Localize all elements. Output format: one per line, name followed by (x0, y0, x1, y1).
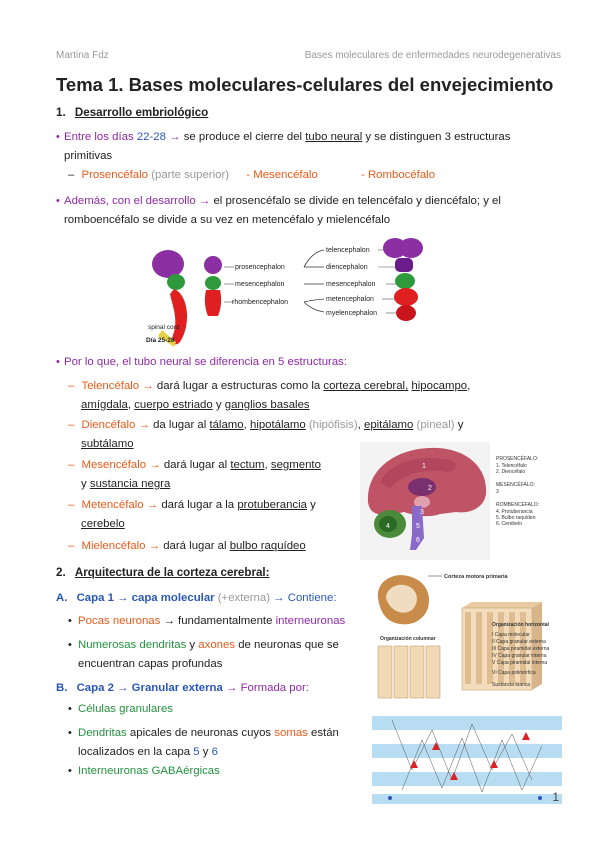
capa-1-heading (56, 589, 337, 608)
arrow-glyph: → (222, 682, 241, 694)
term-talamo: tálamo (209, 419, 244, 431)
term-cerebelo: cerebelo (81, 518, 125, 530)
bullet-dot: • (68, 727, 72, 739)
layer-label: I Capa molecular (492, 632, 530, 638)
term-diencefalo: Diencéfalo (81, 419, 136, 431)
text-fragment: y (186, 639, 199, 651)
text-fragment: el prosencéfalo se divide en telencéfalo y diencéfalo; y el (213, 195, 501, 207)
text-fragment: encuentran capas profundas (78, 658, 223, 670)
legend-mes-title: MESENCÉFALO: (496, 482, 535, 488)
capa2-interneuronas (78, 762, 220, 781)
text-fragment: Entre los días (64, 131, 137, 143)
marker-6: 6 (416, 537, 420, 544)
section-number: 1. (56, 106, 66, 119)
list-letter: A. (56, 592, 68, 604)
text-fragment: dará lugar a la (161, 499, 238, 511)
layer-label: II Capa granular externa (492, 639, 546, 645)
label-prosencephalon: prosencephalon (235, 264, 285, 271)
item-diencefalo: – Diencéfalo → da lugar al tálamo, hipotálamo (hipófisis), epitálamo (pineal) y subtálamo (68, 419, 464, 450)
text-fragment: dará lugar a estructuras como la (156, 380, 324, 392)
section-title: Arquitectura de la corteza cerebral: (74, 566, 270, 579)
page-title: Tema 1. Bases moleculares-celulares del envejecimiento (56, 74, 554, 95)
prosencephalon-blob (152, 250, 184, 278)
bullet-dot: • (68, 703, 72, 715)
term-corteza: corteza cerebral, (323, 380, 409, 392)
label-columnar: Organización columnar (380, 636, 436, 642)
mid-prosencephalon (204, 256, 222, 274)
mesencephalon-blob (167, 274, 185, 290)
capa-1-title: Capa 1 → capa molecular (76, 592, 215, 604)
term-axones: axones (198, 639, 236, 651)
text-fragment: Además, con el desarrollo (64, 195, 196, 207)
section-number: 2. (56, 566, 66, 579)
term-protuberancia: protuberancia (237, 499, 307, 511)
term-mesencefalo: Mesencéfalo (253, 169, 318, 181)
label-days: Día 25-28 (146, 337, 175, 344)
right-telencephalon-right (399, 238, 423, 258)
term-cuerpo-estriado: cuerpo estriado (134, 399, 213, 411)
item-metencefalo: – Metencéfalo → dará lugar a la protuberancia y cerebelo (68, 499, 316, 530)
section-1-heading (56, 103, 208, 122)
primitive-structures-line: – Prosencéfalo (parte superior) - Mesencéfalo - Rombocéfalo (68, 169, 436, 181)
item-telencefalo: – Telencéfalo → dará lugar a estructuras como la corteza cerebral, hipocampo, amígdala, cuerpo estriado y ganglios basales (68, 380, 471, 411)
cortex-architecture-figure (372, 568, 562, 708)
mid-mesencephalon (205, 276, 221, 290)
text-fragment: de neuronas que se (235, 639, 339, 651)
text-fragment: se produce el cierre del (183, 131, 306, 143)
term-prosencefalo: Prosencéfalo (81, 169, 149, 181)
label-mesencephalon-r: mesencephalon (326, 281, 376, 288)
section-title: Desarrollo embriológico (74, 106, 209, 119)
label-sustancia-blanca: Sustancia blanca (492, 682, 531, 688)
bullet-dot: • (56, 195, 60, 207)
term-subtalamo: subtálamo (81, 438, 134, 450)
term-sustancia-negra: sustancia negra (89, 478, 171, 490)
cortex-neurons-figure (372, 710, 562, 806)
text-fragment: y (454, 419, 464, 431)
text-formada-por: Formada por: (240, 682, 309, 694)
text-fragment: dará lugar al (163, 540, 230, 552)
legend-item: 6. Cerebelo (496, 521, 522, 527)
label-corteza-motora: Corteza motora primaria (444, 574, 508, 580)
text-fragment: y (306, 499, 316, 511)
layer-6: 6 (211, 746, 218, 758)
header-author: Martina Fdz (56, 50, 109, 61)
marker-2: 2 (428, 485, 432, 492)
marker-1: 1 (422, 463, 426, 470)
item-mesencefalo: – Mesencéfalo → dará lugar al tectum, segmento y sustancia negra (68, 459, 321, 490)
term-interneuronas: interneuronas (275, 615, 346, 627)
right-diencephalon (395, 258, 413, 272)
term-mesencefalo-item: Mesencéfalo (81, 459, 147, 471)
text-contiene: Contiene: (287, 592, 337, 604)
bullet-5-estructuras: Por lo que, el tubo neural se diferencia en 5 estructuras: (64, 356, 348, 368)
marker-4: 4 (386, 523, 390, 530)
term-rombocefalo: Rombocéfalo (367, 169, 436, 181)
bullet-division (64, 192, 501, 230)
term-dendritas: Dendritas (78, 727, 127, 739)
term-mielencefalo: Mielencéfalo (81, 540, 146, 552)
label-spinal-cord: spinal cord (148, 324, 180, 331)
note-externa: (+externa) (217, 592, 270, 604)
text-fragment: están (307, 727, 339, 739)
label-telencephalon: telencephalon (326, 247, 370, 254)
right-mesencephalon (395, 273, 415, 289)
text-fragment: romboencéfalo se divide a su vez en metencéfalo y mielencéfalo (64, 214, 391, 226)
capa-2-title: Capa 2 → Granular externa (76, 682, 223, 694)
capa2-celulas-granulares: Células granulares (78, 703, 173, 715)
bullet-dot: • (68, 615, 72, 627)
term-telencefalo: Telencéfalo (81, 380, 140, 392)
term-hipotalamo: hipotálamo (249, 419, 306, 431)
bullet-dot: • (56, 131, 60, 143)
right-myelencephalon (396, 305, 416, 321)
capa1-pocas-neuronas (78, 612, 345, 631)
arrow-glyph: → (195, 195, 214, 207)
text-fragment: primitivas (64, 150, 113, 162)
arrow-glyph: → (270, 592, 288, 604)
term-segmento: segmento (270, 459, 321, 471)
item-mielencefalo: – Mielencéfalo → dará lugar al bulbo raquídeo (68, 540, 306, 552)
text-fragment: localizados en la capa (78, 746, 194, 758)
term-epitalamo: epitálamo (363, 419, 414, 431)
term-gabaergicas: GABAérgicas (148, 765, 220, 777)
text-fragment: y (199, 746, 212, 758)
capa1-dendritas (78, 636, 339, 674)
mid-rhombencephalon (205, 290, 221, 316)
note-hipofisis: (hipófisis) (308, 419, 358, 431)
section-2-heading (56, 563, 270, 582)
label-rhombencephalon: rhombencephalon (232, 299, 289, 306)
marker-5: 5 (416, 523, 420, 530)
text-fragment: da lugar al (153, 419, 210, 431)
layer-label: VI Capa polimórfica (492, 670, 536, 676)
text-fragment: apicales de neuronas cuyos (126, 727, 275, 739)
bullet-dot: • (68, 639, 72, 651)
page-number: 1 (552, 790, 559, 804)
legend-item: 5. Bulbo raquídeo (496, 515, 536, 521)
text-fragment: y (212, 399, 225, 411)
term-bulbo-raquideo: bulbo raquídeo (229, 540, 306, 552)
list-letter: B. (56, 682, 68, 694)
legend-item: 2. Diencéfalo (496, 469, 526, 475)
capa-2-heading (56, 679, 309, 698)
arrow-glyph: → (165, 131, 184, 143)
term-metencefalo: Metencéfalo (81, 499, 144, 511)
layer-label: V Capa piramidal interna (492, 660, 548, 666)
text-fragment: dará lugar al (163, 459, 231, 471)
term-dendritas: Numerosas dendritas (78, 639, 187, 651)
text-fragment: y se distinguen 3 estructuras (362, 131, 511, 143)
layer-label: III Capa piramidal externa (492, 646, 550, 652)
label-mesencephalon: mesencephalon (235, 281, 285, 288)
bullet-dot: • (68, 765, 72, 777)
term-tubo-neural: tubo neural (305, 131, 363, 143)
legend-item: 1. Telencéfalo (496, 463, 527, 469)
legend-romb-title: ROMBENCÉFALO: (496, 502, 540, 508)
term-tectum: tectum (230, 459, 265, 471)
text-fragment: y (81, 478, 90, 490)
label-metencephalon: metencephalon (326, 296, 374, 303)
note-pineal: (pineal) (416, 419, 455, 431)
bullet-dot: • (56, 356, 60, 368)
days-range: 22-28 (136, 131, 166, 143)
brain-sagittal-figure (360, 442, 560, 560)
marker-3: 3 (420, 509, 424, 516)
term-hipocampo: hipocampo (411, 380, 468, 392)
label-diencephalon: diencephalon (326, 264, 368, 271)
header-subject: Bases moleculares de enfermedades neurodegenerativas (304, 50, 561, 61)
layer-5: 5 (193, 746, 200, 758)
legend-item: 3 (496, 489, 499, 495)
term-interneuronas: Interneuronas (78, 765, 149, 777)
capa2-dendritas-apicales (78, 724, 339, 762)
right-metencephalon (394, 288, 418, 306)
note-parte-superior: (parte superior) (151, 169, 230, 181)
text-fragment: → fundamentalmente (160, 615, 276, 627)
legend-item: 4. Protuberancia (496, 509, 533, 515)
label-myelencephalon: myelencephalon (326, 310, 377, 317)
label-horizontal: Organización horizontal (492, 622, 549, 628)
layer-label: IV Capa granular interna (492, 653, 547, 659)
term-amigdala: amígdala (81, 399, 128, 411)
term-somas: somas (274, 727, 308, 739)
legend-pros-title: PROSENCÉFALO: (496, 456, 539, 462)
term-pocas-neuronas: Pocas neuronas (78, 615, 161, 627)
bullet-cierre-tubo (64, 128, 510, 166)
term-ganglios-basales: ganglios basales (224, 399, 310, 411)
